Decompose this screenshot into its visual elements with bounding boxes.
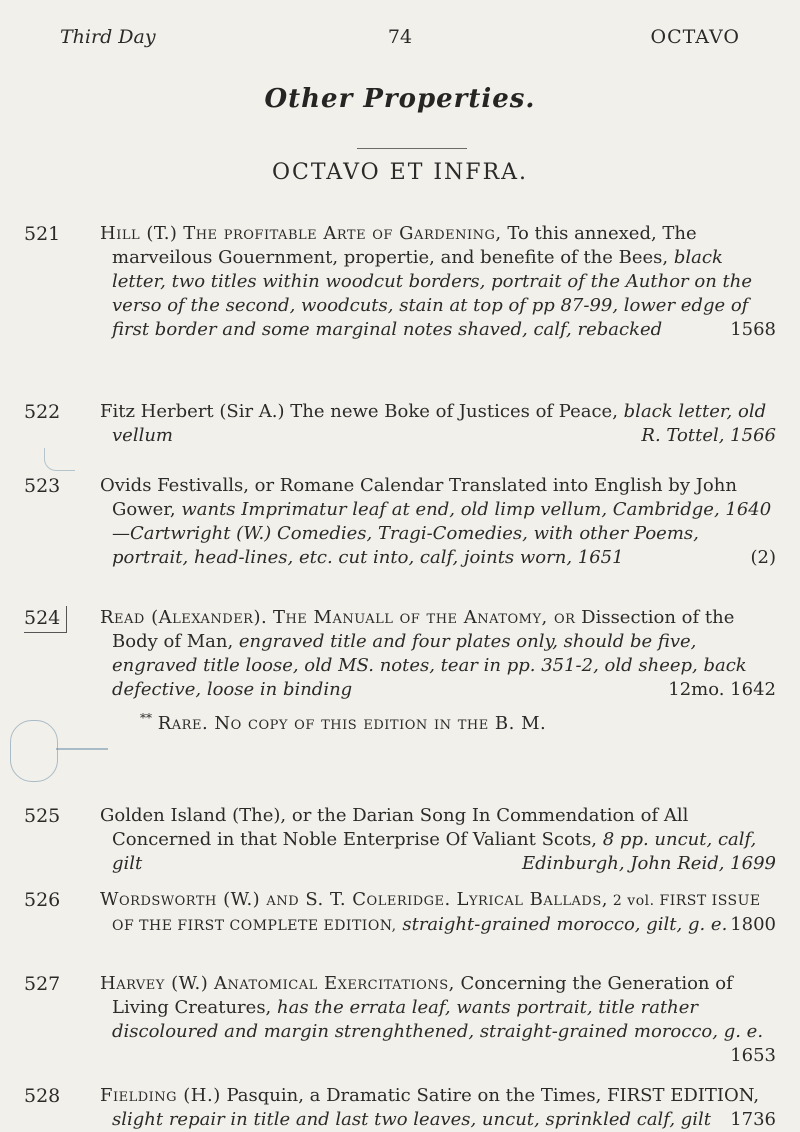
lot-text: Concerning the Generation of Living Creatures,	[112, 973, 733, 1018]
lot-entry	[24, 1084, 776, 1132]
lot-description: 8 pp. uncut, calf, gilt	[112, 829, 757, 874]
section-title: Other Properties.	[264, 84, 536, 114]
lot-entry	[24, 222, 776, 342]
lot-text: 2 vol. FIRST ISSUE OF THE FIRST COMPLETE EDITION,	[112, 893, 761, 934]
lot-number: 521	[24, 223, 61, 245]
lot-number: 524	[24, 606, 67, 633]
running-head-left: Third Day	[60, 26, 156, 48]
lot-date: 1736	[730, 1109, 776, 1130]
running-head-right: OCTAVO	[650, 26, 740, 48]
lot-number: 525	[24, 805, 61, 827]
lot-description: black letter, two titles within woodcut borders, portrait of the Author on the verso of the second, woodcuts, stain at top of pp 87-99, lower edge of first border and some marginal notes shaved, calf, rebacked	[112, 247, 752, 340]
lot-title: Lyrical Ballads,	[456, 889, 608, 910]
lot-entry	[24, 804, 776, 876]
page-number: 74	[387, 26, 413, 48]
lot-entry	[24, 972, 776, 1068]
lot-note	[112, 706, 776, 736]
lot-date: R. Tottel, 1566	[641, 425, 776, 446]
section-subtitle: OCTAVO ET INFRA.	[271, 160, 529, 185]
lot-title: The Manuall of the Anatomy, or	[272, 607, 576, 628]
lot-description: has the errata leaf, wants portrait, title rather discoloured and margin strenghthened, straight-grained morocco, g. e.	[112, 997, 764, 1042]
lot-description: straight-grained morocco, gilt, g. e.	[396, 914, 728, 935]
lot-date: Edinburgh, John Reid, 1699	[522, 853, 776, 874]
lot-entry	[24, 888, 776, 938]
running-head	[60, 26, 740, 54]
lot-text: Dissection of the Body of Man,	[112, 607, 735, 652]
lot-author: Hill (T.)	[100, 223, 178, 244]
lot-number: 526	[24, 889, 61, 911]
lot-description: engraved title and four plates only, should be five, engraved title loose, old MS. notes, tear in pp. 351-2, old sheep, back defective, loose in binding	[112, 631, 747, 700]
lot-date: 1568	[730, 319, 776, 340]
lot-number: 522	[24, 401, 61, 423]
lot-author: Harvey (W.)	[100, 973, 209, 994]
lot-date: 1800	[730, 914, 776, 935]
lot-text: Fitz Herbert (Sir A.) The newe Boke of Justices of Peace,	[100, 401, 618, 422]
lot-number: 528	[24, 1085, 61, 1107]
lot-author: Read (Alexander).	[100, 607, 268, 628]
lot-note-text: Rare. No copy of this edition in the B. M.	[157, 713, 547, 734]
ink-mark	[56, 748, 108, 750]
lot-number: 527	[24, 973, 61, 995]
lot-description: wants Imprimatur leaf at end, old limp vellum, Cambridge, 1640—Cartwright (W.) Comedies, Tragi-Comedies, with other Poems, portrait, head-lines, etc. cut into, calf, joints worn, 1651	[112, 499, 772, 568]
ink-mark	[44, 448, 75, 471]
lot-entry	[24, 474, 776, 570]
lot-description: slight repair in title and last two leaves, uncut, sprinkled calf, gilt	[112, 1109, 712, 1130]
lot-text: Golden Island (The), or the Darian Song In Commendation of All Concerned in that Noble Enterprise Of Valiant Scots,	[100, 805, 689, 850]
lot-number: 523	[24, 475, 61, 497]
lot-entry	[24, 400, 776, 448]
asterism: **	[140, 711, 152, 725]
lot-entry	[24, 606, 776, 736]
lot-title: The profitable Arte of Gardening,	[183, 223, 502, 244]
lot-author: Wordsworth (W.) and S. T. Coleridge.	[100, 889, 451, 910]
title-rule	[357, 148, 467, 149]
lot-date: 12mo. 1642	[668, 679, 776, 700]
lot-description: black letter, old vellum	[112, 401, 767, 446]
lot-text: To this annexed, The marveilous Gouernment, propertie, and benefite of the Bees,	[112, 223, 697, 268]
lot-author: Fielding (H.)	[100, 1085, 221, 1106]
lot-date: 1653	[730, 1045, 776, 1066]
lot-date: (2)	[750, 547, 776, 568]
lot-title: Anatomical Exercitations,	[213, 973, 455, 994]
lot-text: Pasquin, a Dramatic Satire on the Times, FIRST EDITION,	[220, 1085, 760, 1106]
lot-text: Ovids Festivalls, or Romane Calendar Translated into English by John Gower,	[100, 475, 737, 520]
